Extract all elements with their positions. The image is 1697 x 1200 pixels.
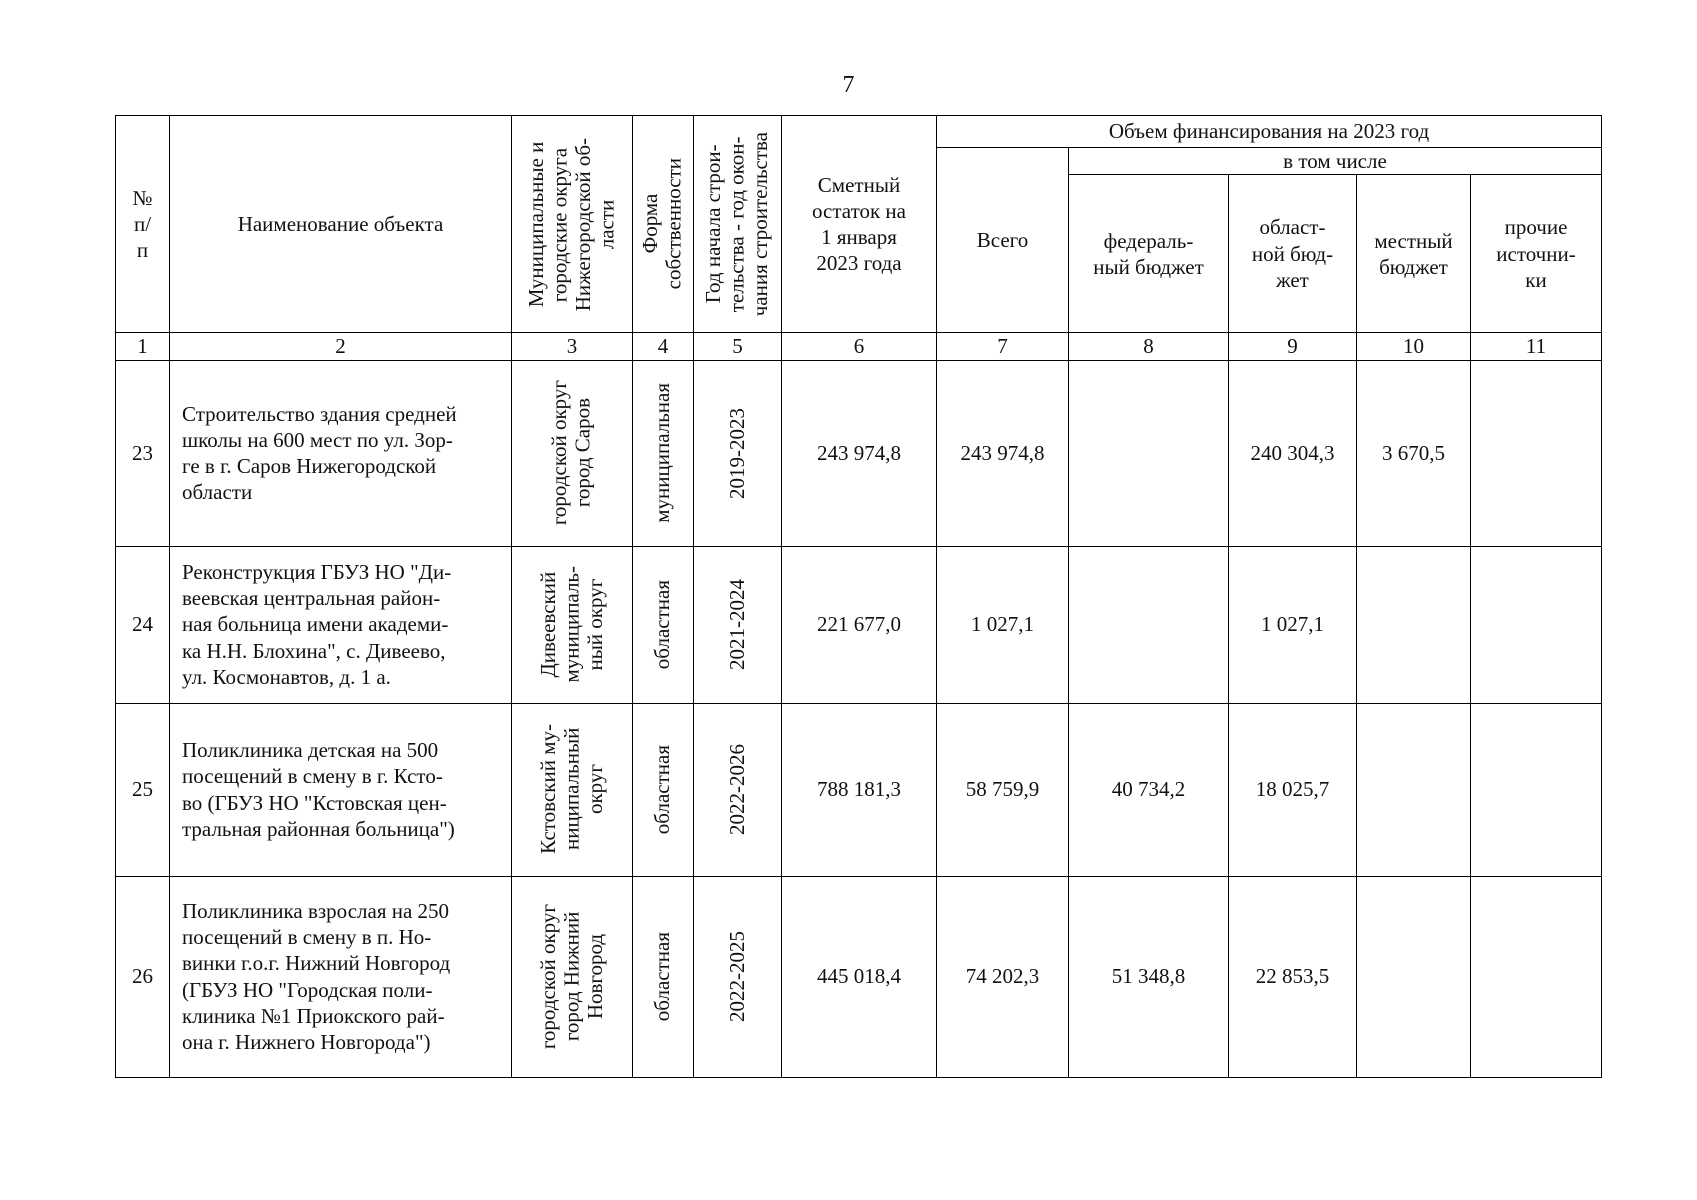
column-index: 2 — [170, 333, 512, 360]
years: 2022-2026 — [694, 703, 782, 876]
object-name: Строительство здания средней школы на 600 мест по ул. Зор- ге в г. Саров Нижегородской области — [170, 360, 512, 546]
column-index: 10 — [1357, 333, 1471, 360]
row-number: 25 — [116, 703, 170, 876]
column-number-row — [116, 333, 1602, 360]
column-index: 1 — [116, 333, 170, 360]
ownership: областная — [633, 703, 694, 876]
funding-other — [1471, 703, 1602, 876]
funding-other — [1471, 876, 1602, 1077]
page-number: 7 — [842, 72, 855, 98]
column-index: 3 — [512, 333, 633, 360]
column-index: 11 — [1471, 333, 1602, 360]
column-index: 4 — [633, 333, 694, 360]
estimate-balance: 788 181,3 — [782, 703, 937, 876]
funding-total: 74 202,3 — [937, 876, 1069, 1077]
header-years: Год начала строи- тельства - год окон- чания строительства — [694, 116, 782, 333]
object-name: Поликлиника детская на 500 посещений в смену в г. Ксто- во (ГБУЗ НО "Кстовская цен- тральная районная больница") — [170, 703, 512, 876]
table-row — [116, 703, 1602, 876]
funding-regional: 1 027,1 — [1229, 546, 1357, 703]
funding-regional: 18 025,7 — [1229, 703, 1357, 876]
header-number: № п/ п — [116, 116, 170, 333]
row-number: 24 — [116, 546, 170, 703]
estimate-balance: 243 974,8 — [782, 360, 937, 546]
funding-regional: 22 853,5 — [1229, 876, 1357, 1077]
funding-total: 243 974,8 — [937, 360, 1069, 546]
district: городской округ город Саров — [512, 360, 633, 546]
ownership: муниципальная — [633, 360, 694, 546]
years: 2019-2023 — [694, 360, 782, 546]
district: городской округ город Нижний Новгород — [512, 876, 633, 1077]
funding-local — [1357, 546, 1471, 703]
funding-table — [115, 115, 1602, 1078]
ownership: областная — [633, 546, 694, 703]
header-total: Всего — [937, 148, 1069, 333]
object-name: Поликлиника взрослая на 250 посещений в смену в п. Но- винки г.о.г. Нижний Новгород (ГБУЗ НО "Городская поли- клиника №1 Приокского рай- она г. Нижнего Новгорода") — [170, 876, 512, 1077]
header-regional: област- ной бюд- жет — [1229, 175, 1357, 333]
row-number: 23 — [116, 360, 170, 546]
years: 2021-2024 — [694, 546, 782, 703]
funding-federal — [1069, 546, 1229, 703]
funding-federal: 40 734,2 — [1069, 703, 1229, 876]
funding-regional: 240 304,3 — [1229, 360, 1357, 546]
ownership: областная — [633, 876, 694, 1077]
column-index: 9 — [1229, 333, 1357, 360]
header-ownership: Форма собственности — [633, 116, 694, 333]
column-index: 7 — [937, 333, 1069, 360]
funding-federal: 51 348,8 — [1069, 876, 1229, 1077]
column-index: 8 — [1069, 333, 1229, 360]
estimate-balance: 221 677,0 — [782, 546, 937, 703]
funding-total: 1 027,1 — [937, 546, 1069, 703]
funding-total: 58 759,9 — [937, 703, 1069, 876]
years: 2022-2025 — [694, 876, 782, 1077]
header-district: Муниципальные и городские округа Нижегородской об- ласти — [512, 116, 633, 333]
district: Дивеевский муниципаль- ный округ — [512, 546, 633, 703]
table-row — [116, 360, 1602, 546]
estimate-balance: 445 018,4 — [782, 876, 937, 1077]
header-other: прочие источни- ки — [1471, 175, 1602, 333]
funding-local — [1357, 703, 1471, 876]
header-local: местный бюджет — [1357, 175, 1471, 333]
row-number: 26 — [116, 876, 170, 1077]
column-index: 6 — [782, 333, 937, 360]
table-row — [116, 546, 1602, 703]
column-index: 5 — [694, 333, 782, 360]
funding-other — [1471, 546, 1602, 703]
funding-other — [1471, 360, 1602, 546]
header-estimate-balance: Сметный остаток на 1 января 2023 года — [782, 116, 937, 333]
header-federal: федераль- ный бюджет — [1069, 175, 1229, 333]
funding-local: 3 670,5 — [1357, 360, 1471, 546]
header-object-name: Наименование объекта — [170, 116, 512, 333]
header-funding-group: Объем финансирования на 2023 год — [937, 116, 1602, 148]
funding-federal — [1069, 360, 1229, 546]
table-row — [116, 876, 1602, 1077]
header-including: в том числе — [1069, 148, 1602, 175]
district: Кстовский му- ниципальный округ — [512, 703, 633, 876]
object-name: Реконструкция ГБУЗ НО "Ди- веевская центральная район- ная больница имени академи- ка Н.Н. Блохина", с. Дивеево, ул. Космонавтов, д. 1 а. — [170, 546, 512, 703]
funding-local — [1357, 876, 1471, 1077]
